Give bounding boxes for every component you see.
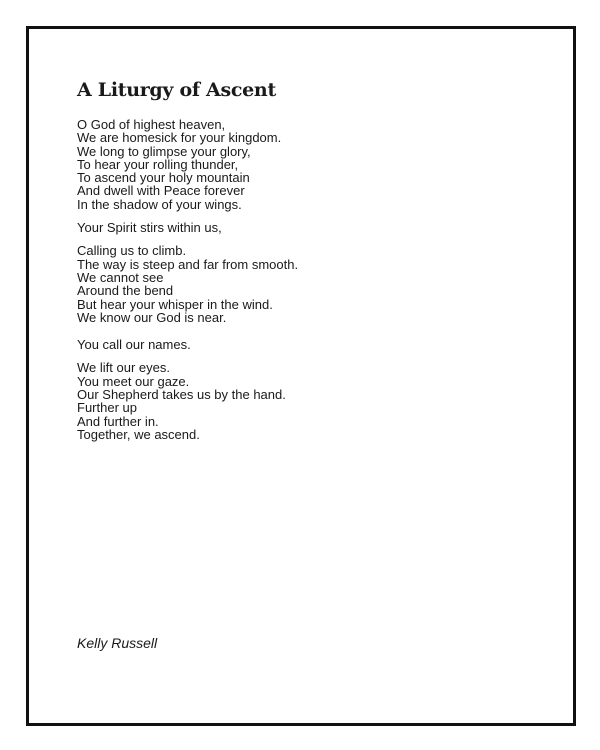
poem-line: Our Shepherd takes us by the hand. xyxy=(77,387,286,403)
poem-line: We lift our eyes. xyxy=(77,360,170,376)
poem-title: A Liturgy of Ascent xyxy=(77,79,276,101)
poem-line: To ascend your holy mountain xyxy=(77,170,250,186)
poem-line: In the shadow of your wings. xyxy=(77,196,242,212)
poem-line: We know our God is near. xyxy=(77,309,227,325)
author-name: Kelly Russell xyxy=(77,635,158,651)
poem-line: We are homesick for your kingdom. xyxy=(77,130,282,146)
poem-line: Around the bend xyxy=(77,283,174,299)
poem-line: Calling us to climb. xyxy=(77,243,187,259)
poem-line: Further up xyxy=(77,400,137,416)
stanza-5 xyxy=(77,361,537,441)
poem-line: And further in. xyxy=(77,413,159,429)
poem-body xyxy=(77,118,537,441)
page-frame xyxy=(26,26,576,726)
poem-line: We cannot see xyxy=(77,269,164,285)
stanza-1 xyxy=(77,118,537,211)
stanza-3 xyxy=(77,244,537,324)
poem-line: And dwell with Peace forever xyxy=(77,183,245,199)
stanza-2 xyxy=(77,221,537,234)
poem-line: You meet our gaze. xyxy=(77,373,190,389)
poem-line: To hear your rolling thunder, xyxy=(77,156,239,172)
poem-line: But hear your whisper in the wind. xyxy=(77,296,273,312)
poem-line: You call our names. xyxy=(77,337,191,353)
poem-line: O God of highest heaven, xyxy=(77,117,226,132)
poem-line: The way is steep and far from smooth. xyxy=(77,256,299,272)
poem-line: Your Spirit stirs within us, xyxy=(77,220,222,236)
poem-line: Together, we ascend. xyxy=(77,426,200,442)
stanza-4 xyxy=(77,338,537,351)
poem-line: We long to glimpse your glory, xyxy=(77,143,251,159)
